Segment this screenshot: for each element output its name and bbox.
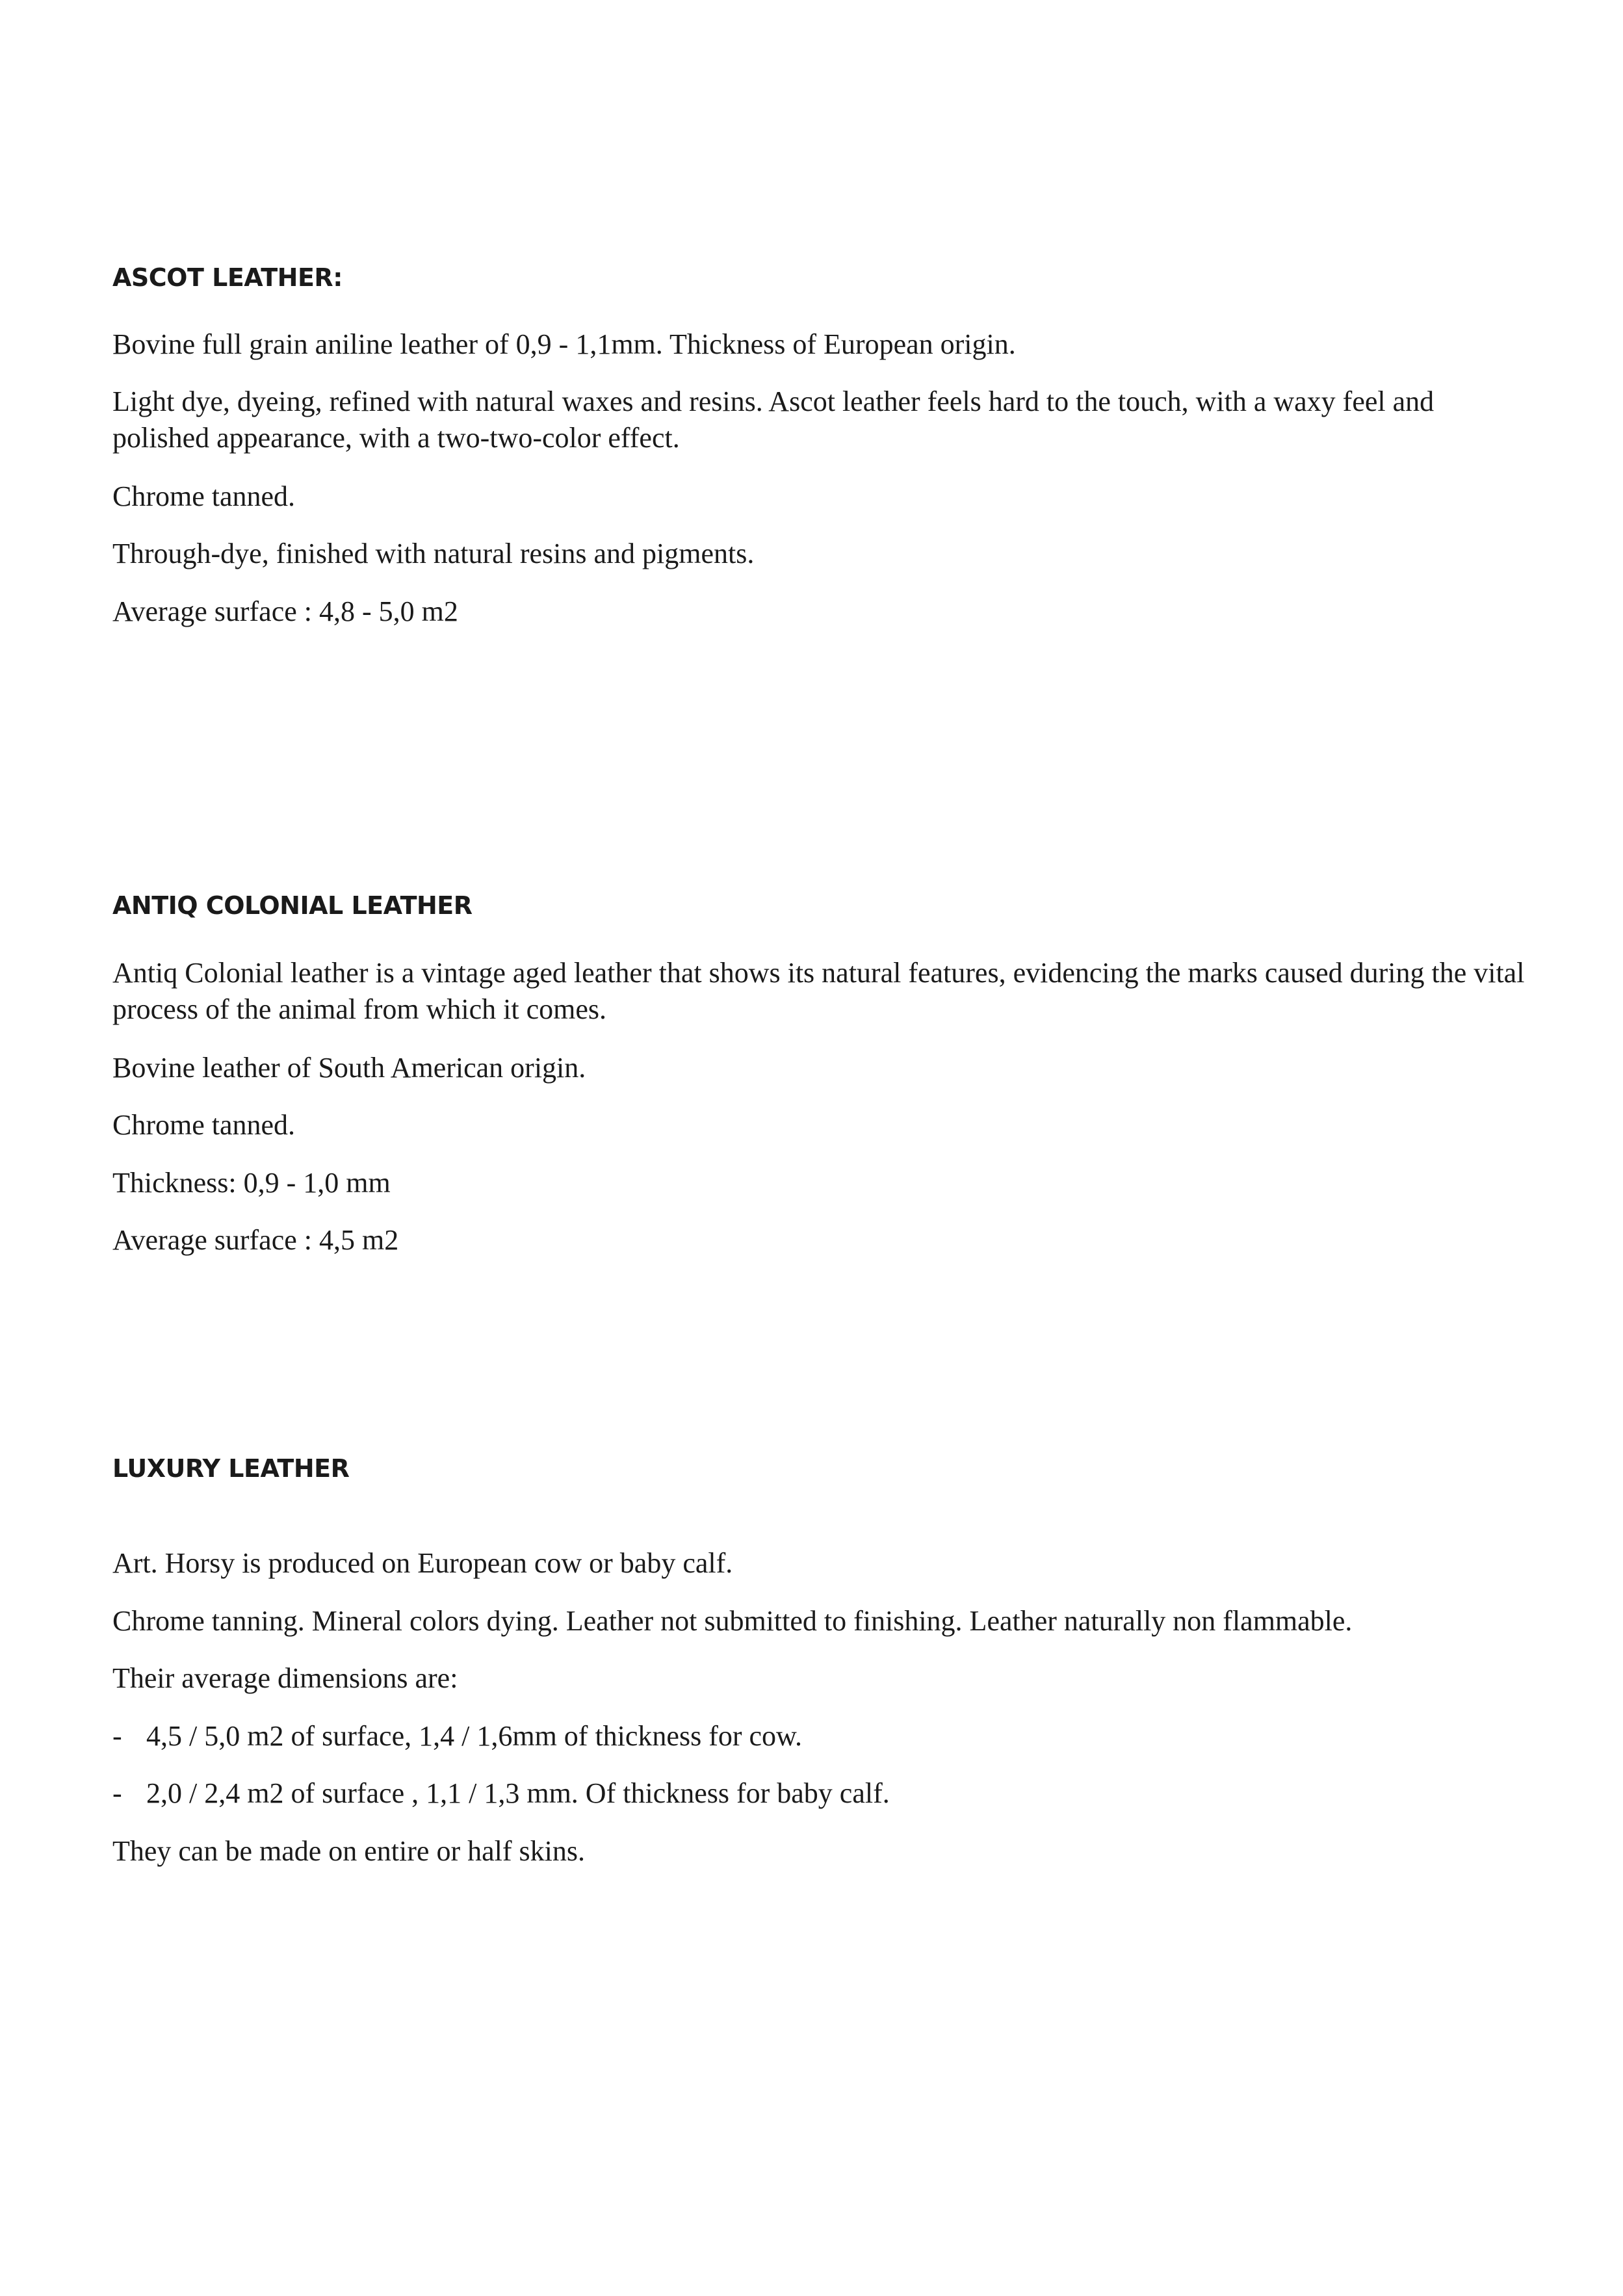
paragraph: Through-dye, finished with natural resins and pigments. bbox=[112, 538, 755, 569]
paragraph: Average surface : 4,5 m2 bbox=[112, 1224, 399, 1256]
section-heading: ASCOT LEATHER: bbox=[112, 263, 343, 292]
paragraph: Art. Horsy is produced on European cow or baby calf. bbox=[112, 1547, 733, 1579]
list-item bbox=[112, 1718, 802, 1755]
paragraph: Chrome tanning. Mineral colors dying. Leather not submitted to finishing. Leather naturally non flammable. bbox=[112, 1605, 1353, 1637]
section-heading: ANTIQ COLONIAL LEATHER bbox=[112, 891, 473, 920]
paragraph: Thickness: 0,9 - 1,0 mm bbox=[112, 1167, 391, 1199]
paragraph: Bovine full grain aniline leather of 0,9 - 1,1mm. Thickness of European origin. bbox=[112, 328, 1016, 360]
bullet-marker: - bbox=[112, 1720, 122, 1752]
paragraph: Antiq Colonial leather is a vintage aged leather that shows its natural features, evidencing the marks caused during the vital process of the animal from which it comes. bbox=[112, 957, 1525, 1025]
bullet-marker: - bbox=[112, 1777, 122, 1809]
list-item-text: 2,0 / 2,4 m2 of surface , 1,1 / 1,3 mm. Of thickness for baby calf. bbox=[146, 1777, 890, 1809]
paragraph: Average surface : 4,8 - 5,0 m2 bbox=[112, 595, 458, 627]
paragraph: Their average dimensions are: bbox=[112, 1662, 458, 1694]
paragraph: Chrome tanned. bbox=[112, 480, 296, 512]
paragraph: They can be made on entire or half skins. bbox=[112, 1835, 585, 1867]
paragraph: Bovine leather of South American origin. bbox=[112, 1052, 586, 1084]
paragraph: Light dye, dyeing, refined with natural waxes and resins. Ascot leather feels hard to the touch, with a waxy feel and polished appearance, with a two-two-color effect. bbox=[112, 385, 1435, 454]
section-heading: LUXURY LEATHER bbox=[112, 1454, 350, 1483]
paragraph: Chrome tanned. bbox=[112, 1109, 296, 1141]
list-item bbox=[112, 1775, 890, 1812]
list-item-text: 4,5 / 5,0 m2 of surface, 1,4 / 1,6mm of thickness for cow. bbox=[146, 1720, 802, 1752]
